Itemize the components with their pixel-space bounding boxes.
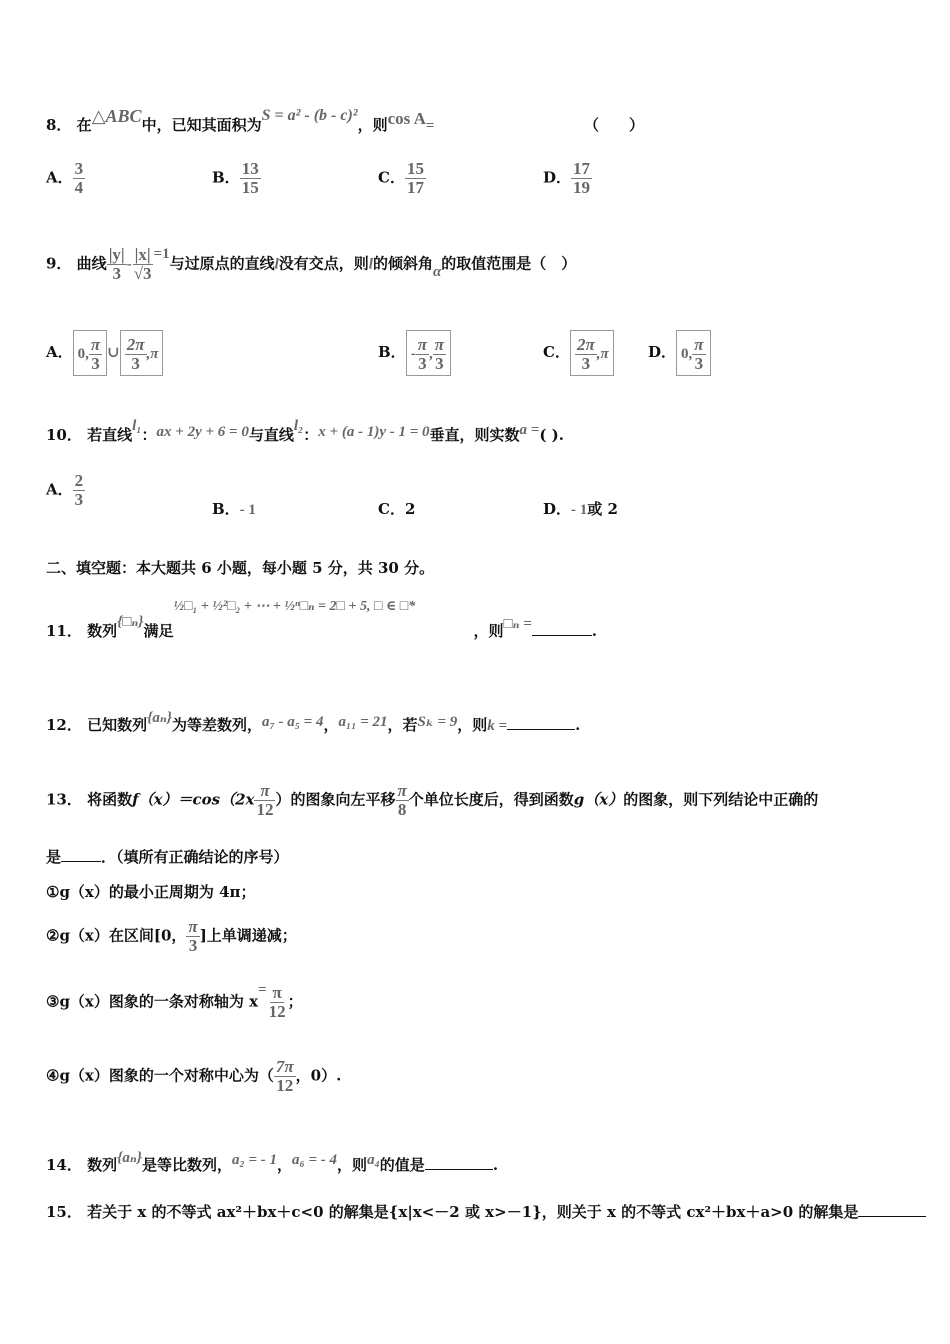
- fraction: [416, 336, 429, 373]
- question-number: 15．: [46, 1203, 82, 1221]
- option-8b[interactable]: [212, 160, 261, 197]
- option-label: D．: [543, 500, 572, 518]
- numerator: 7π: [275, 1057, 294, 1076]
- question-number: 8．: [46, 116, 72, 134]
- question-number: 9．: [46, 254, 72, 273]
- comma: ，: [277, 1156, 293, 1174]
- text: ，0）.: [295, 1066, 342, 1085]
- fraction: [575, 336, 597, 373]
- question-10: [46, 418, 564, 445]
- fraction: [107, 246, 127, 283]
- question-13: [46, 782, 818, 819]
- fraction: [73, 160, 86, 197]
- question-13-line2: [46, 846, 289, 867]
- text: ]上单调递减；: [199, 926, 297, 945]
- text: 的倾斜角: [372, 254, 433, 273]
- numerator: 2π: [126, 334, 145, 354]
- fraction: [405, 160, 426, 197]
- text: 的图象，则下列结论中正确的: [623, 790, 819, 809]
- option-10a[interactable]: [46, 472, 85, 509]
- denominator: 3: [418, 353, 427, 373]
- text: 若关于 x 的不等式 ax²＋bx＋c<0 的解集是{x|x<－2 或 x>－1}，则关于 x 的不等式 cx²＋bx＋a>0 的解集是: [87, 1203, 859, 1221]
- condition-1: a₂ = - 1: [231, 1152, 277, 1168]
- area-formula: S = a² - (b - c)²: [261, 107, 358, 124]
- fraction: [396, 782, 409, 819]
- text: 0,: [77, 346, 89, 362]
- equals-one: =1: [153, 246, 170, 263]
- text: ）的图象向左平移: [275, 790, 396, 809]
- fraction: [186, 918, 199, 955]
- fraction: [73, 472, 86, 509]
- an-equals: □ₙ =: [503, 616, 532, 632]
- denominator: 4: [74, 177, 84, 197]
- text: 的值是: [379, 1156, 425, 1174]
- interval: [570, 330, 614, 376]
- sequence: {aₙ}: [147, 710, 172, 726]
- numerator: |x|: [134, 245, 151, 264]
- function-f: f（x）＝cos（2x: [132, 790, 255, 809]
- answer-blank[interactable]: [858, 1216, 926, 1217]
- fraction: [692, 336, 705, 373]
- option-label: A．: [46, 480, 73, 499]
- value: - 1: [571, 502, 588, 518]
- a-equals: a =: [519, 422, 540, 438]
- option-10d[interactable]: [543, 498, 618, 519]
- denominator: 19: [573, 177, 591, 197]
- interval: [406, 330, 451, 376]
- a4: a₄: [367, 1152, 380, 1168]
- denominator: 15: [241, 177, 259, 197]
- text: 个单位长度后，得到函数: [408, 790, 574, 809]
- answer-blank[interactable]: [507, 729, 575, 730]
- answer-paren: （ ）: [584, 116, 645, 134]
- option-10c[interactable]: [378, 498, 415, 519]
- union: ∪: [107, 345, 120, 361]
- denominator: 17: [406, 177, 424, 197]
- denominator: 3: [581, 353, 591, 373]
- fraction: [254, 782, 275, 819]
- numerator: 2π: [576, 334, 595, 354]
- numerator: 13: [241, 159, 259, 178]
- k-equals: k =: [487, 718, 508, 734]
- option-label: A．: [46, 343, 73, 361]
- text: 中，已知其面积为: [141, 116, 262, 134]
- option-9c[interactable]: [543, 330, 614, 376]
- fraction: [267, 984, 288, 1021]
- denominator: 3: [435, 353, 444, 373]
- question-14: [46, 1150, 499, 1175]
- denominator: 3: [112, 263, 121, 283]
- fraction: [132, 246, 154, 283]
- value: 2: [404, 500, 416, 518]
- option-9d[interactable]: [648, 330, 711, 376]
- line-l2: l₂: [293, 418, 304, 434]
- option-label: B．: [212, 168, 240, 187]
- text: ，则: [337, 1156, 368, 1174]
- equals: =: [258, 982, 267, 999]
- text: 没有交点，则: [278, 254, 369, 273]
- option-label: C．: [543, 343, 570, 361]
- text: 数列: [87, 622, 118, 640]
- line-l: l: [368, 256, 373, 273]
- comma: ，: [323, 716, 339, 734]
- equals: =: [425, 118, 435, 134]
- text: 是等比数列，: [141, 1156, 232, 1174]
- text: 或 2: [587, 500, 618, 518]
- question-number: 11．: [46, 622, 82, 640]
- text: ②g（x）在区间[0，: [46, 926, 187, 945]
- text: ( ).: [539, 426, 564, 444]
- text: ，若: [387, 716, 418, 734]
- question-number: 14．: [46, 1156, 82, 1174]
- section-heading: 二、填空题：本大题共 6 小题，每小题 5 分，共 30 分。: [46, 559, 435, 577]
- fraction: [125, 336, 147, 373]
- question-8: [46, 106, 645, 135]
- text: 已知数列: [87, 716, 148, 734]
- option-9b[interactable]: [378, 330, 451, 376]
- option-label: C．: [378, 500, 405, 518]
- text: ；: [287, 992, 303, 1011]
- question-11: [46, 599, 597, 641]
- colon: ：: [141, 426, 157, 444]
- line-l: l: [274, 256, 279, 273]
- denominator: √3: [133, 263, 152, 283]
- question-number: 12．: [46, 716, 82, 734]
- colon: ：: [303, 426, 319, 444]
- sequence: {aₙ}: [117, 1150, 142, 1166]
- option-8a[interactable]: [46, 160, 85, 197]
- option-label: B．: [212, 500, 240, 518]
- sequence: {□ₙ}: [117, 614, 144, 630]
- denominator: 3: [91, 353, 100, 373]
- triangle-abc: △ABC: [91, 106, 142, 126]
- text: ④g（x）图象的一个对称中心为（: [46, 1066, 274, 1085]
- numerator: π: [260, 781, 270, 800]
- alpha: α: [432, 264, 442, 281]
- equation-1: ax + 2y + 6 = 0: [156, 424, 249, 440]
- text: 若直线: [87, 426, 133, 444]
- option-label: A．: [46, 168, 73, 187]
- numerator: π: [434, 334, 444, 354]
- option-8c[interactable]: [378, 160, 426, 197]
- option-label: B．: [378, 343, 406, 361]
- text: 数列: [87, 1156, 118, 1174]
- answer-blank[interactable]: [425, 1169, 493, 1170]
- question-9: [46, 246, 576, 283]
- function-g: g（x）: [573, 790, 624, 809]
- text: ,π: [596, 346, 609, 362]
- question-number: 10．: [46, 426, 82, 444]
- text: 满足: [143, 622, 174, 640]
- condition-1: a₇ - a₅ = 4: [261, 714, 324, 730]
- interval: [676, 330, 711, 376]
- numerator: π: [694, 334, 704, 354]
- option-10b[interactable]: [212, 498, 256, 519]
- condition-3: Sₖ = 9: [417, 714, 458, 730]
- text: ,π: [146, 346, 159, 362]
- interval: [73, 330, 108, 376]
- fraction: [240, 160, 261, 197]
- numerator: π: [417, 334, 427, 354]
- text: .: [591, 622, 597, 640]
- option-9a[interactable]: [46, 330, 163, 376]
- option-label: D．: [648, 343, 677, 361]
- line-l1: l₁: [132, 418, 142, 434]
- statement-1: ①g（x）的最小正周期为 4π；: [46, 883, 256, 901]
- condition-2: a₆ = - 4: [292, 1152, 338, 1168]
- text: ，则: [457, 716, 488, 734]
- text: ，则: [473, 622, 504, 640]
- minus: -: [410, 346, 416, 362]
- comma: ,: [428, 346, 433, 362]
- text: 0,: [681, 346, 693, 362]
- condition-2: a₁₁ = 21: [338, 714, 388, 730]
- equation-2: x + (a - 1)y - 1 = 0: [318, 424, 430, 440]
- text: 与直线: [248, 426, 294, 444]
- text: 垂直，则实数: [429, 426, 520, 444]
- text: 在: [76, 116, 92, 134]
- fraction: [274, 1058, 296, 1095]
- option-label: D．: [543, 168, 572, 187]
- numerator: 3: [74, 159, 84, 178]
- numerator: π: [272, 983, 282, 1002]
- text: 与过原点的直线: [169, 254, 275, 273]
- text: 曲线: [76, 254, 107, 273]
- statement-3: [46, 984, 303, 1021]
- value: - 1: [239, 502, 256, 518]
- denominator: 8: [397, 799, 407, 819]
- denominator: 3: [188, 935, 198, 955]
- numerator: π: [188, 917, 198, 936]
- text: .: [492, 1156, 499, 1174]
- numerator: 17: [573, 159, 591, 178]
- question-12: [46, 710, 581, 735]
- numerator: 2: [74, 471, 84, 490]
- statement-4: [46, 1058, 341, 1095]
- text: 是: [46, 848, 62, 866]
- question-15: [46, 1201, 926, 1222]
- denominator: 12: [256, 799, 274, 819]
- denominator: 12: [276, 1075, 294, 1095]
- interval: [120, 330, 164, 376]
- text: ，则: [357, 116, 388, 134]
- fraction: [433, 336, 446, 373]
- text: ③g（x）图象的一条对称轴为 x: [46, 992, 259, 1011]
- numerator: |y|: [108, 245, 125, 264]
- numerator: π: [397, 781, 407, 800]
- answer-blank[interactable]: [532, 635, 592, 636]
- text: 将函数: [87, 790, 133, 809]
- text: 为等差数列，: [171, 716, 262, 734]
- statement-2: [46, 918, 297, 955]
- text: 的取值范围是（ ）: [441, 254, 577, 273]
- denominator: 3: [694, 353, 704, 373]
- option-label: C．: [378, 168, 405, 187]
- text: ．（填所有正确结论的序号）: [101, 848, 289, 866]
- answer-blank[interactable]: [61, 861, 101, 862]
- minus: -: [126, 256, 132, 273]
- fraction: [89, 336, 102, 373]
- sum-formula: ½□₁ + ½²□₂ + ⋯ + ½ⁿ□ₙ = 2□ + 5, □ ∈ □*: [173, 599, 416, 614]
- question-number: 13．: [46, 790, 82, 809]
- denominator: 12: [268, 1001, 286, 1021]
- text: .: [575, 716, 581, 734]
- denominator: 3: [74, 489, 84, 509]
- cos-a: cos A: [387, 109, 426, 128]
- numerator: π: [90, 334, 101, 354]
- denominator: 3: [131, 353, 140, 373]
- numerator: 15: [406, 159, 424, 178]
- fraction: [571, 160, 592, 197]
- option-8d[interactable]: [543, 160, 592, 197]
